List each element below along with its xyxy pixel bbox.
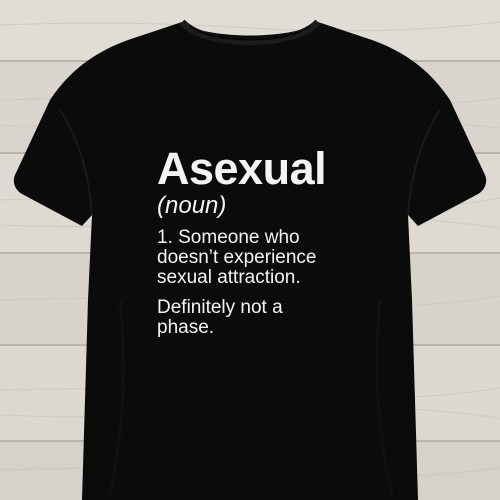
part-of-speech: (noun)	[157, 192, 227, 219]
shirt-print	[157, 145, 377, 338]
note-line: Definitely not a	[157, 297, 283, 318]
definition-line: doesn’t experience	[157, 247, 317, 268]
definition-line: 1. Someone who	[157, 227, 300, 248]
headword: Asexual	[157, 143, 327, 194]
note-line: phase.	[157, 317, 215, 338]
definition-line: sexual attraction.	[157, 267, 301, 288]
